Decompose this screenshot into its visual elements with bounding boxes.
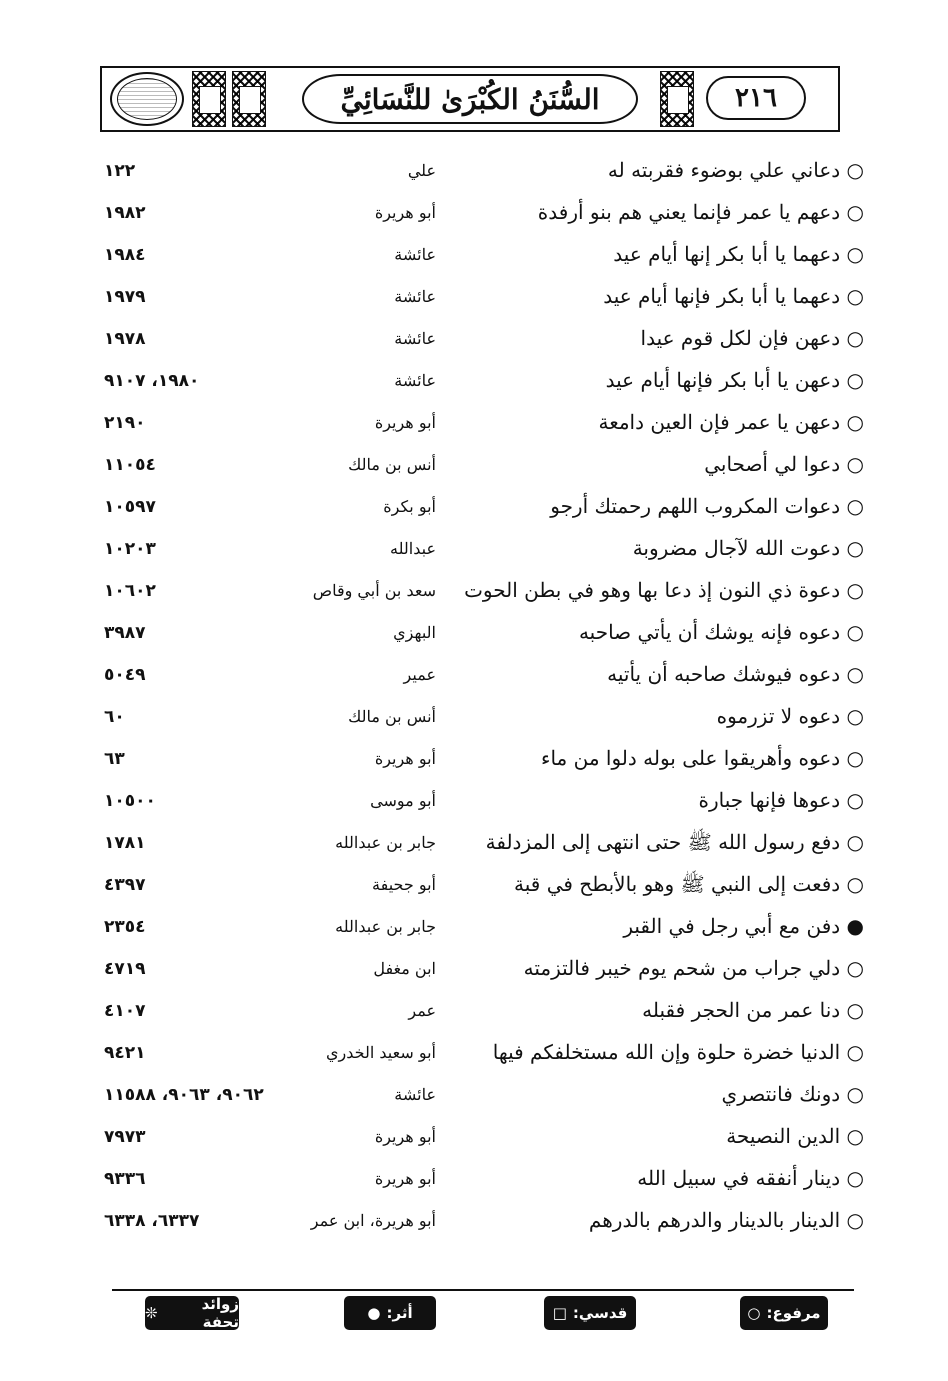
narrator-name: البهزي xyxy=(393,623,436,642)
page-header xyxy=(100,66,840,132)
legend-marfu xyxy=(740,1296,828,1330)
hadith-incipit: ○ دعوا لي أصحابي xyxy=(704,452,864,476)
hadith-incipit: ○ دعهن يا عمر فإن العين دامعة xyxy=(598,410,864,434)
hadith-numbers: ٤٣٩٧ xyxy=(104,875,146,895)
table-row xyxy=(0,528,948,570)
table-row xyxy=(0,990,948,1032)
hadith-incipit: ○ دعهن يا أبا بكر فإنها أيام عيد xyxy=(605,368,864,392)
narrator-name: أبو جحيفة xyxy=(372,875,436,894)
hadith-numbers: ١٠٦٠٢ xyxy=(104,581,156,601)
table-row xyxy=(0,192,948,234)
hadith-numbers: ١٩٨٤ xyxy=(104,245,146,265)
table-row xyxy=(0,486,948,528)
table-row xyxy=(0,906,948,948)
narrator-name: علي xyxy=(407,161,436,180)
hadith-numbers: ٢١٩٠ xyxy=(104,413,146,433)
legend-label: مرفوع: xyxy=(766,1304,821,1322)
hadith-numbers: ٣٩٨٧ xyxy=(104,623,146,643)
narrator-name: عمير xyxy=(403,665,436,684)
legend-label: زوائد تحفة xyxy=(201,1295,239,1331)
hadith-numbers: ١٧٨١ xyxy=(104,833,146,853)
table-row xyxy=(0,570,948,612)
hadith-numbers: ١٠٥٩٧ xyxy=(104,497,156,517)
narrator-name: أبو هريرة، ابن عمر xyxy=(310,1211,436,1230)
hadith-incipit: ○ دنا عمر من الحجر فقبله xyxy=(642,998,864,1022)
hadith-incipit: ○ دعوه وأهريقوا على بوله دلوا من ماء xyxy=(541,746,864,770)
hadith-numbers: ٩٠٦٢، ٩٠٦٣، ١١٥٨٨ xyxy=(104,1085,264,1105)
hadith-numbers: ٦٠ xyxy=(104,707,125,727)
square-icon: □ xyxy=(552,1304,567,1322)
ornament-icon xyxy=(660,71,694,127)
narrator-name: أبو هريرة xyxy=(374,203,436,222)
legend-label: أثر: xyxy=(386,1304,413,1322)
narrator-name: عبدالله xyxy=(390,539,436,558)
narrator-name: أنس بن مالك xyxy=(348,707,436,726)
index-table xyxy=(0,150,948,1242)
table-row xyxy=(0,654,948,696)
table-row xyxy=(0,948,948,990)
hadith-incipit: ○ دينار أنفقه في سبيل الله xyxy=(637,1166,864,1190)
narrator-name: عائشة xyxy=(394,371,436,390)
title-cartouche xyxy=(302,74,638,124)
narrator-name: أبو بكرة xyxy=(383,497,436,516)
page-number-cartouche xyxy=(706,76,806,120)
book-title: السُّنَنُ الكُبْرَىٰ للنَّسَائِيِّ xyxy=(340,82,600,116)
narrator-name: عائشة xyxy=(394,1085,436,1104)
hadith-numbers: ١٢٢ xyxy=(104,161,136,181)
asterisk-icon: ❊ xyxy=(145,1304,158,1322)
table-row xyxy=(0,1032,948,1074)
narrator-name: أبو هريرة xyxy=(374,413,436,432)
narrator-name: عائشة xyxy=(394,329,436,348)
narrator-name: أبو هريرة xyxy=(374,1127,436,1146)
legend-zawaid xyxy=(145,1296,239,1330)
hadith-incipit: ○ دعوت الله لآجال مضروبة xyxy=(632,536,864,560)
narrator-name: جابر بن عبدالله xyxy=(335,917,436,936)
table-row xyxy=(0,402,948,444)
ornament-icon xyxy=(232,71,266,127)
table-row xyxy=(0,1116,948,1158)
hadith-incipit: ● دفن مع أبي رجل في القبر xyxy=(623,914,864,938)
table-row xyxy=(0,360,948,402)
narrator-name: سعد بن أبي وقاص xyxy=(312,581,436,600)
table-row xyxy=(0,444,948,486)
table-row xyxy=(0,1200,948,1242)
hadith-incipit: ○ دعوات المكروب اللهم رحمتك أرجو xyxy=(550,494,864,518)
narrator-name: أبو هريرة xyxy=(374,1169,436,1188)
hollow-circle-icon: ○ xyxy=(747,1304,761,1322)
table-row xyxy=(0,612,948,654)
hadith-numbers: ١٩٧٩ xyxy=(104,287,146,307)
narrator-name: أبو هريرة xyxy=(374,749,436,768)
hadith-numbers: ١١٠٥٤ xyxy=(104,455,156,475)
table-row xyxy=(0,1158,948,1200)
narrator-name: أبو سعيد الخدري xyxy=(326,1043,436,1062)
table-row xyxy=(0,822,948,864)
hadith-incipit: ○ دفع رسول الله ﷺ حتى انتهى إلى المزدلفة xyxy=(485,830,864,854)
hadith-numbers: ٤٧١٩ xyxy=(104,959,146,979)
hadith-numbers: ١٩٧٨ xyxy=(104,329,146,349)
hadith-incipit: ○ دعوه فيوشك صاحبه أن يأتيه xyxy=(607,662,864,686)
hadith-numbers: ١٩٨٠، ٩١٠٧ xyxy=(104,371,200,391)
filled-circle-icon: ● xyxy=(367,1304,381,1322)
hadith-numbers: ١٩٨٢ xyxy=(104,203,146,223)
hadith-incipit: ○ دعوة ذي النون إذ دعا بها وهو في بطن الحوت xyxy=(464,578,864,602)
hadith-numbers: ٩٣٣٦ xyxy=(104,1169,146,1189)
hadith-incipit: ○ الدين النصيحة xyxy=(726,1124,864,1148)
book-emblem-icon xyxy=(110,72,184,126)
hadith-numbers: ٥٠٤٩ xyxy=(104,665,146,685)
narrator-name: عمر xyxy=(408,1001,436,1020)
hadith-incipit: ○ دعوه لا تزرموه xyxy=(716,704,864,728)
hadith-numbers: ٦٣٣٧، ٦٣٣٨ xyxy=(104,1211,200,1231)
hadith-incipit: ○ دعوها فإنها جبارة xyxy=(698,788,864,812)
hadith-incipit: ○ دعوه فإنه يوشك أن يأتي صاحبه xyxy=(578,620,864,644)
hadith-numbers: ١٠٥٠٠ xyxy=(104,791,156,811)
footer-divider xyxy=(112,1289,854,1291)
hadith-numbers: ٢٣٥٤ xyxy=(104,917,146,937)
ornament-icon xyxy=(192,71,226,127)
hadith-incipit: ○ دعهم يا عمر فإنما يعني هم بنو أرفدة xyxy=(537,200,864,224)
narrator-name: أبو موسى xyxy=(370,791,436,810)
table-row xyxy=(0,696,948,738)
table-row xyxy=(0,1074,948,1116)
table-row xyxy=(0,234,948,276)
hadith-numbers: ٤١٠٧ xyxy=(104,1001,146,1021)
legend-qudsi xyxy=(544,1296,636,1330)
table-row xyxy=(0,276,948,318)
narrator-name: جابر بن عبدالله xyxy=(335,833,436,852)
hadith-incipit: ○ دعهن فإن لكل قوم عيدا xyxy=(640,326,864,350)
narrator-name: عائشة xyxy=(394,245,436,264)
table-row xyxy=(0,150,948,192)
hadith-incipit: ○ دفعت إلى النبي ﷺ وهو بالأبطح في قبة xyxy=(514,872,864,896)
hadith-incipit: ○ دعاني علي بوضوء فقربته له xyxy=(607,158,864,182)
narrator-name: أنس بن مالك xyxy=(348,455,436,474)
hadith-incipit: ○ دونك فانتصري xyxy=(721,1082,864,1106)
hadith-incipit: ○ الدنيا خضرة حلوة وإن الله مستخلفكم فيها xyxy=(492,1040,864,1064)
hadith-numbers: ١٠٢٠٣ xyxy=(104,539,156,559)
narrator-name: عائشة xyxy=(394,287,436,306)
page-number: ٢١٦ xyxy=(735,83,777,113)
table-row xyxy=(0,780,948,822)
table-row xyxy=(0,738,948,780)
table-row xyxy=(0,864,948,906)
hadith-numbers: ٦٣ xyxy=(104,749,125,769)
narrator-name: ابن مغفل xyxy=(373,959,436,978)
hadith-incipit: ○ دعهما يا أبا بكر فإنها أيام عيد xyxy=(603,284,864,308)
table-row xyxy=(0,318,948,360)
hadith-incipit: ○ دعهما يا أبا بكر إنها أيام عيد xyxy=(613,242,864,266)
hadith-incipit: ○ الدينار بالدينار والدرهم بالدرهم xyxy=(588,1208,864,1232)
hadith-numbers: ٩٤٢١ xyxy=(104,1043,146,1063)
hadith-incipit: ○ دلي جراب من شحم يوم خيبر فالتزمته xyxy=(523,956,864,980)
hadith-numbers: ٧٩٧٣ xyxy=(104,1127,146,1147)
legend-athar xyxy=(344,1296,436,1330)
legend-label: قدسي: xyxy=(572,1304,628,1322)
